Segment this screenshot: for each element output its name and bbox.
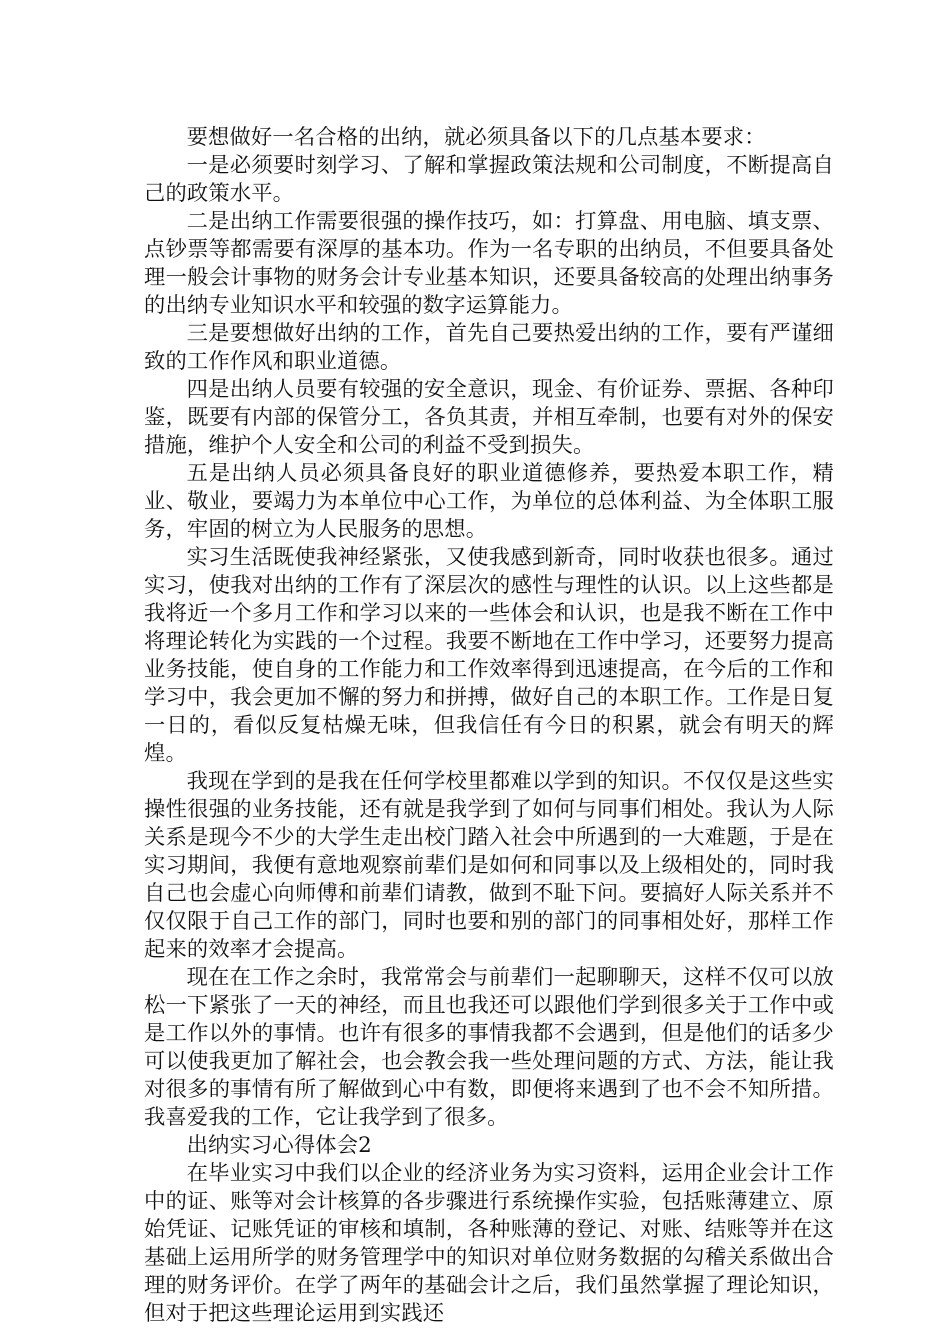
paragraph-requirement-5: 五是出纳人员必须具备良好的职业道德修养，要热爱本职工作，精业、敬业，要竭力为本单位中心工作，为单位的总体利益、为全体职工服务，牢固的树立为人民服务的思想。 (144, 461, 834, 542)
paragraph-requirement-1: 一是必须要时刻学习、了解和掌握政策法规和公司制度，不断提高自己的政策水平。 (144, 153, 834, 206)
paragraph-internship-life: 实习生活既使我神经紧张，又使我感到新奇，同时收获也很多。通过实习，使我对出纳的工作有了深层次的感性与理性的认识。以上这些都是我将近一个多月工作和学习以来的一些体会和认识，也是我不断在工作中将理论转化为实践的一个过程。我要不断地在工作中学习，还要努力提高业务技能，使自身的工作能力和工作效率得到迅速提高，在今后的工作和学习中，我会更加不懈的努力和拼搏，做好自己的本职工作。工作是日复一日的，看似反复枯燥无味，但我信任有今日的积累，就会有明天的辉煌。 (144, 545, 834, 766)
paragraph-requirement-2: 二是出纳工作需要很强的操作技巧，如：打算盘、用电脑、填支票、点钞票等都需要有深厚的基本功。作为一名专职的出纳员，不但要具备处理一般会计事物的财务会计专业基本知识，还要具备较高的处理出纳事务的出纳专业知识水平和较强的数字运算能力。 (144, 209, 834, 318)
paragraph-graduation-internship: 在毕业实习中我们以企业的经济业务为实习资料，运用企业会计工作中的证、账等对会计核算的各步骤进行系统操作实验，包括账薄建立、原始凭证、记账凭证的审核和填制，各种账薄的登记、对账、结账等并在这基础上运用所学的财务管理学中的知识对单位财务数据的勾稽关系做出合理的财务评价。在学了两年的基础会计之后，我们虽然掌握了理论知识，但对于把这些理论运用到实践还 (144, 1161, 834, 1326)
paragraph-interpersonal: 我现在学到的是我在任何学校里都难以学到的知识。不仅仅是这些实操性很强的业务技能，还有就是我学到了如何与同事们相处。我认为人际关系是现今不少的大学生走出校门踏入社会中所遇到的一大难题，于是在实习期间，我便有意地观察前辈们是如何和同事以及上级相处的，同时我自己也会虚心向师傅和前辈们请教，做到不耻下问。要搞好人际关系并不仅仅限于自己工作的部门，同时也要和别的部门的同事相处好，那样工作起来的效率才会提高。 (144, 769, 834, 962)
paragraph-after-work: 现在在工作之余时，我常常会与前辈们一起聊聊天，这样不仅可以放松一下紧张了一天的神经，而且也我还可以跟他们学到很多关于工作中或是工作以外的事情。也许有很多的事情我都不会遇到，但是他们的话多少可以使我更加了解社会，也会教会我一些处理问题的方式、方法，能让我对很多的事情有所了解做到心中有数，即便将来遇到了也不会不知所措。我喜爱我的工作，它让我学到了很多。 (144, 965, 834, 1130)
paragraph-requirement-3: 三是要想做好出纳的工作，首先自己要热爱出纳的工作，要有严谨细致的工作作风和职业道德。 (144, 321, 834, 374)
paragraph-requirements-intro: 要想做好一名合格的出纳，就必须具备以下的几点基本要求： (186, 125, 766, 150)
document-body (144, 124, 834, 1328)
section-heading: 出纳实习心得体会2 (186, 1133, 372, 1158)
paragraph-requirement-4: 四是出纳人员要有较强的安全意识，现金、有价证券、票据、各种印鉴，既要有内部的保管分工，各负其责，并相互牵制，也要有对外的保安措施，维护个人安全和公司的利益不受到损失。 (144, 377, 834, 458)
